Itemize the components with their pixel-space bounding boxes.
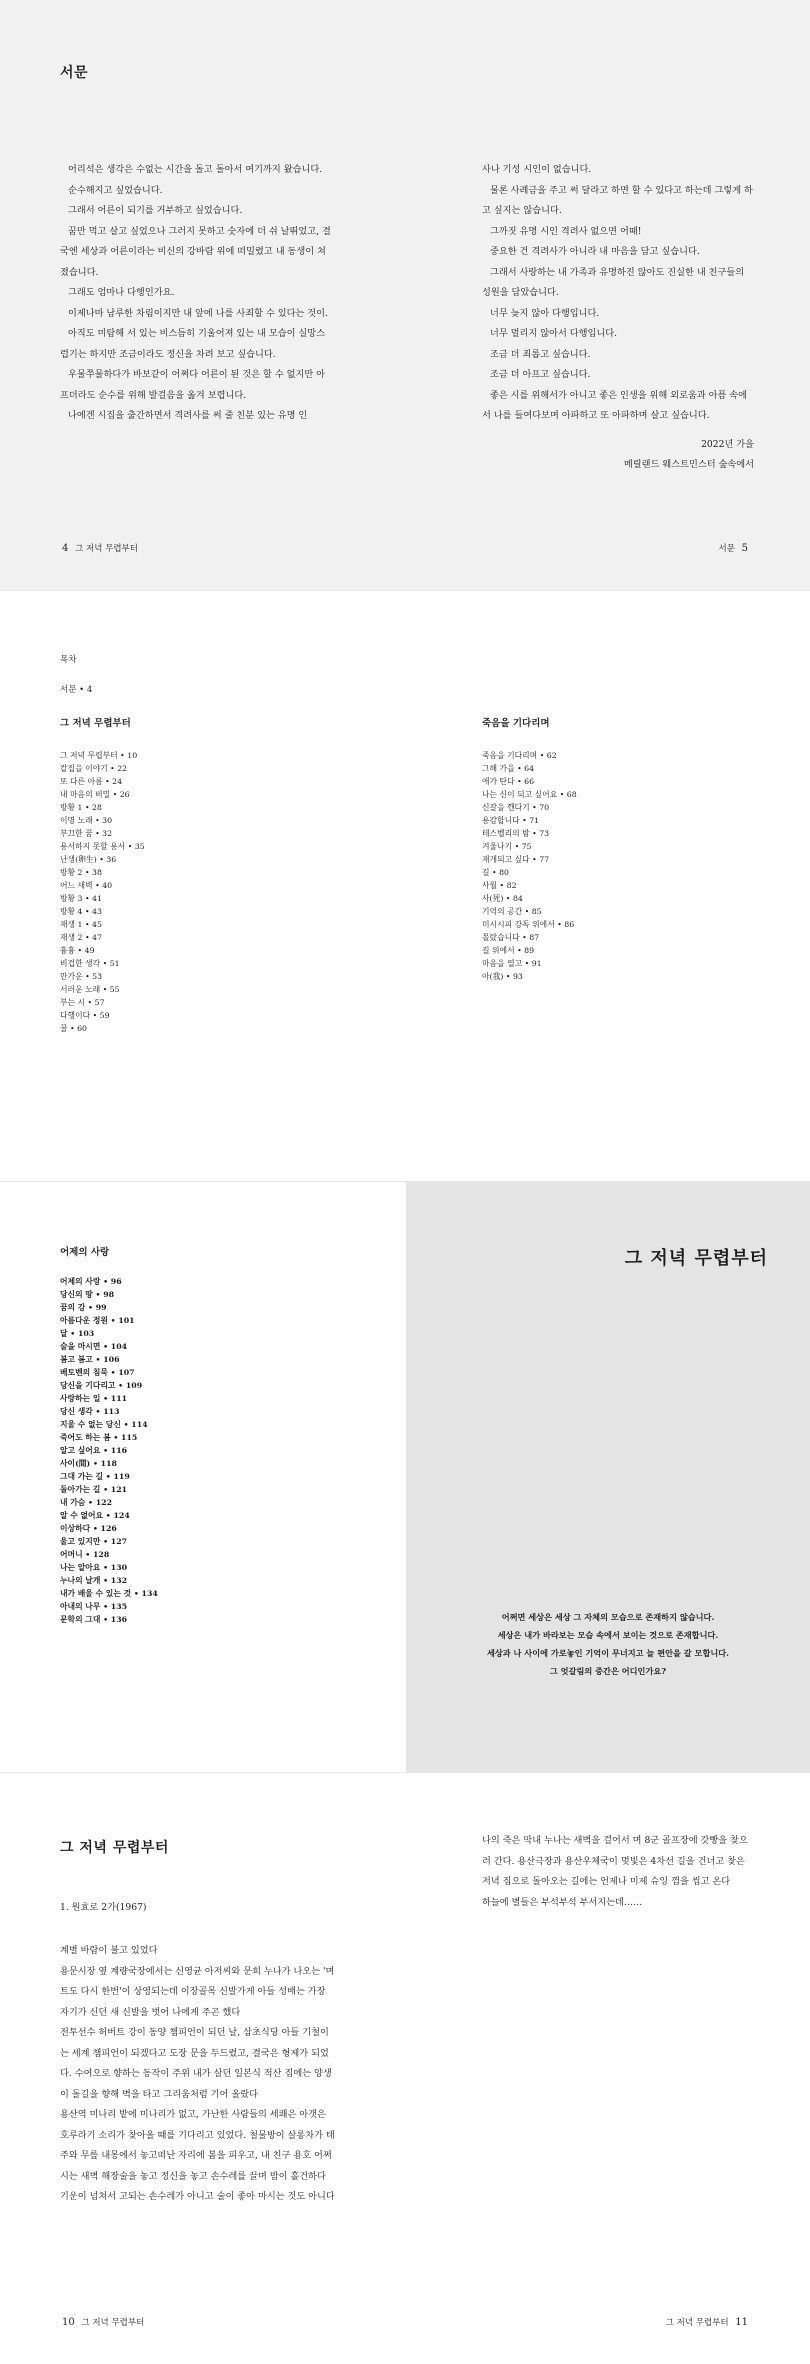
poem-subtitle: 1. 원효로 2가(1967) <box>60 1902 147 1913</box>
toc-entry[interactable]: 울고 있지만 • 127 <box>60 1537 128 1546</box>
page-number: 4 <box>62 543 69 554</box>
toc-entry[interactable]: 아름다운 정원 • 101 <box>60 1316 135 1325</box>
preface-paragraph: 중요한 건 격려사가 아니라 내 마음을 담고 싶습니다. <box>490 246 700 257</box>
toc-entry[interactable]: 또 다른 아름 • 24 <box>60 777 123 786</box>
toc-entry[interactable]: 용감합니다 • 71 <box>482 816 540 825</box>
preface-left-folio <box>58 542 138 554</box>
preface-paragraph: 그래도 엄마나 다행인가요. <box>68 287 175 298</box>
preface-place: 메릴랜드 웨스트민스터 숲속에서 <box>623 459 754 470</box>
toc-entry[interactable]: 당신을 기다리고 • 109 <box>60 1381 143 1390</box>
toc-entry[interactable]: 용서하지 못할 용서 • 35 <box>60 842 145 851</box>
toc-entry[interactable]: 사(死) • 84 <box>482 894 523 903</box>
page-number: 10 <box>62 2317 75 2328</box>
preface-right-column <box>482 160 754 476</box>
toc-entry[interactable]: 사랑하는 일 • 111 <box>60 1394 128 1403</box>
toc-entry[interactable]: 길 • 80 <box>482 868 510 877</box>
preface-spread <box>0 0 810 590</box>
toc-entry[interactable]: 어머니 • 128 <box>60 1550 110 1559</box>
toc-section-title: 그 저녁 무렵부터 <box>60 718 131 729</box>
page-number: 5 <box>741 543 748 554</box>
poem-line: 계별 바람이 불고 있었다 <box>60 1945 158 1956</box>
toc-section-title: 어제의 사랑 <box>60 1247 110 1258</box>
preface-date: 2022년 가을 <box>701 438 754 450</box>
toc-entry[interactable]: 누나의 날개 • 132 <box>60 1576 128 1585</box>
toc-entry[interactable]: 문학의 그대 • 136 <box>60 1615 128 1624</box>
toc-entry[interactable]: 신갈을 깬다기 • 70 <box>482 803 550 812</box>
preface-paragraph: 어리석은 생각은 수없는 시간을 돌고 돌아서 여기까지 왔습니다. <box>68 164 323 175</box>
toc-entry[interactable]: 내 가슴 • 122 <box>60 1498 112 1507</box>
poem-spread <box>0 1773 810 2364</box>
toc-section-list <box>60 1275 158 1626</box>
preface-right-folio <box>718 542 752 554</box>
toc-entry[interactable]: 사월 • 82 <box>482 881 517 890</box>
toc-entry[interactable]: 당신의 땅 • 98 <box>60 1290 115 1299</box>
poem-right-column <box>482 1831 754 1913</box>
part-title: 그 저녁 무렵부터 <box>624 1248 768 1269</box>
poem-line: 전투선수 허버트 강이 동양 챔피언이 되던 날, 삼초식당 아들 기철이는 세계 챔피언이 되겠다고 도장 문을 두드렸고, 결국은 형제가 되었다. 수여으로 향하는 동작이 주위 내가 살던 일본식 적산 집에는 양생이 돌길을 향해 벽을 타고 그리움처럼 기어 올랐다 <box>60 2027 332 2100</box>
toc-preface-entry: 서문 • 4 <box>60 685 93 695</box>
toc-entry[interactable]: 애가 탄다 • 66 <box>482 777 535 786</box>
toc-entry[interactable]: 이명 노래 • 30 <box>60 816 113 825</box>
toc-entry[interactable]: 마음을 열고 • 91 <box>482 959 542 968</box>
toc-entry[interactable]: 내가 배울 수 있는 것 • 134 <box>60 1589 158 1598</box>
toc-entry[interactable]: 칼집을 이야기 • 22 <box>60 764 128 773</box>
toc-section-list <box>482 749 577 983</box>
preface-paragraph: 물론 사례금을 주고 써 달라고 하면 할 수 있다고 하는데 그렇게 하고 싶지는 않습니다. <box>482 184 753 216</box>
toc-entry[interactable]: 흉흉 • 49 <box>60 946 95 955</box>
toc-entry[interactable]: 지울 수 없는 당신 • 114 <box>60 1420 148 1429</box>
toc-entry[interactable]: 봄고 봄고 • 106 <box>60 1355 120 1364</box>
part-epigraph <box>406 1608 810 1680</box>
poem-line: 기운이 넘쳐서 고되는 손수레가 아니고 술이 좋아 마시는 것도 아니다 <box>60 2191 335 2202</box>
preface-paragraph: 좋은 시를 위해서가 아니고 좋은 인생을 위해 외로움과 아픔 속에서 나를 들여다보며 아파하고 또 아파하며 살고 싶습니다. <box>482 389 748 421</box>
toc-section-list <box>60 749 145 1035</box>
toc-entry[interactable]: 방황 4 • 43 <box>60 907 102 916</box>
epigraph-line: 그 엇갈림의 중간은 어디인가요? <box>549 1666 667 1676</box>
toc-entry[interactable]: 재생 2 • 47 <box>60 933 102 942</box>
epigraph-line: 세상과 나 사이에 가로놓인 기억이 무너지고 늘 편안을 갈 모합니다. <box>486 1648 730 1658</box>
toc-entry[interactable]: 당신 생각 • 113 <box>60 1407 120 1416</box>
page-number: 11 <box>735 2317 748 2328</box>
preface-paragraph: 사나 기성 시인이 없습니다. <box>482 164 592 175</box>
poem-line: 용산역 미나리 밭에 미나리가 없고, 가난한 사람들의 세쾌은 아갯은 호루라기 소리가 찾아올 때를 기다리고 있었다. 철물방이 살롱차가 태주와 무릎 내몽에서 놓고떠난 자리에 봄을 피우고, 내 친구 용호 어쩌시는 새벽 해장술을 놓고 정신을 놓고 손수레를 끌며 밤이 홀건하다 <box>60 2109 335 2182</box>
preface-paragraph: 순수해지고 싶었습니다. <box>68 184 163 196</box>
preface-paragraph: 꿈만 먹고 살고 싶었으나 그러지 못하고 숫자에 더 쉬 날뛰었고, 결국엔 세상과 어른이라는 비신의 강바람 위에 떠밀렸고 내 동생이 쳐졌습니다. <box>60 225 331 278</box>
toc-entry[interactable]: 서러운 노래 • 55 <box>60 985 120 994</box>
preface-heading: 서문 <box>60 65 89 81</box>
preface-left-column <box>60 160 332 427</box>
toc-entry[interactable]: 꿀 • 60 <box>60 1024 88 1033</box>
toc-entry[interactable]: 알 수 없어요 • 124 <box>60 1511 130 1520</box>
poem-left-folio <box>58 2316 144 2328</box>
toc-entry[interactable]: 만가운 • 53 <box>60 972 103 981</box>
toc-entry[interactable]: 몰랐습니다 • 87 <box>482 933 540 942</box>
toc-entry[interactable]: 테스벨리의 밤 • 73 <box>482 829 550 838</box>
poem-right-folio <box>666 2316 752 2328</box>
toc-entry[interactable]: 길 위에서 • 89 <box>482 946 535 955</box>
running-header: 그 저녁 무렵부터 <box>665 2318 729 2328</box>
toc-entry[interactable]: 난생(卵生) • 36 <box>60 855 117 864</box>
toc-entry[interactable]: 방황 3 • 41 <box>60 894 102 903</box>
toc-entry[interactable]: 돌아가는 길 • 121 <box>60 1485 128 1494</box>
toc-entry[interactable]: 베토벤의 침묵 • 107 <box>60 1368 135 1377</box>
toc-entry[interactable]: 이상하다 • 126 <box>60 1524 117 1533</box>
toc-entry[interactable]: 알고 싶어요 • 116 <box>60 1446 128 1455</box>
toc-entry[interactable]: 겨울나기 • 75 <box>482 842 532 851</box>
toc-entry[interactable]: 비겁한 생각 • 51 <box>60 959 120 968</box>
epigraph-line: 세상은 내가 바라보는 모습 속에서 보이는 것으로 존재합니다. <box>497 1630 719 1640</box>
toc-entry[interactable]: 그 저녁 무렵부터 • 10 <box>60 751 138 760</box>
poem-line: 용문시장 옆 계량국장에서는 신영균 아저씨와 문희 누나가 나오는 '며트도 다시 한번'이 상영되는데 이장골목 신발가게 아들 성배는 가장 자기가 신던 새 신발을 벗어 나에게 주곤 했다 <box>60 1965 335 2018</box>
preface-paragraph: 조금 더 아프고 싶습니다. <box>490 369 591 380</box>
toc-entry[interactable]: 부끄한 꿈 • 32 <box>60 829 113 838</box>
toc-entry[interactable]: 방황 1 • 28 <box>60 803 102 812</box>
preface-paragraph: 조금 더 죄롭고 싶습니다. <box>490 348 591 360</box>
toc-part-spread <box>0 1182 810 1772</box>
toc-entry[interactable]: 미시시피 강독 위에서 • 86 <box>482 920 575 929</box>
toc-entry[interactable]: 기억의 공간 • 85 <box>482 907 542 916</box>
preface-right-paragraphs <box>482 160 754 427</box>
running-header: 그 저녁 무렵부터 <box>75 544 138 554</box>
poem-line: 나의 죽은 막내 누나는 새벽을 걸어서 며 8군 골프장에 갓빵을 찾으러 간다. 용산극장과 용산우체국이 멎빛은 4차선 길을 건너고 찾은 저녁 집으로 돌아오는 길에는 언제나 미제 슈잉 껌을 씹고 온다 <box>482 1835 748 1887</box>
toc-entry[interactable]: 사이(間) • 118 <box>60 1459 117 1468</box>
preface-paragraph: 이제나마 남루한 차림이지만 내 앞에 나를 사죄할 수 있다는 것이. <box>68 307 328 319</box>
toc-entry[interactable]: 그해 가을 • 64 <box>482 764 535 773</box>
toc-entry[interactable]: 아내의 나무 • 135 <box>60 1602 128 1611</box>
preface-paragraph: 나에겐 시집을 출간하면서 격려사를 써 줄 친분 있는 유명 인 <box>68 410 308 421</box>
toc-entry[interactable]: 죽어도 하는 봄 • 115 <box>60 1433 138 1442</box>
toc-entry[interactable]: 방황 2 • 38 <box>60 868 102 877</box>
toc-entry[interactable]: 나는 알아요 • 130 <box>60 1563 128 1572</box>
part-title-page <box>406 1182 810 1772</box>
toc-entry[interactable]: 어느 새벽 • 40 <box>60 881 113 890</box>
preface-paragraph: 그래서 사랑하는 내 가족과 유명하진 않아도 진실한 내 친구들의 성원을 담았습니다. <box>482 266 745 298</box>
epigraph-line: 어쩌면 세상은 세상 그 자체의 모습으로 존재하지 않습니다. <box>501 1612 715 1622</box>
poem-title: 그 저녁 무렵부터 <box>60 1840 169 1856</box>
toc-entry[interactable]: 내 마음의 비밀 • 26 <box>60 790 130 799</box>
preface-paragraph: 그까짓 유명 시인 격려사 없으면 어때! <box>490 225 642 237</box>
toc-entry[interactable]: 부는 시 • 57 <box>60 998 105 1007</box>
toc-spread <box>0 591 810 1181</box>
preface-paragraph: 너무 늦지 않아 다행입니다. <box>490 307 600 319</box>
preface-paragraph: 우물쭈물하다가 바보같이 어쩌다 어른이 된 것은 할 수 없지만 아프더라도 순수를 위해 발걸음을 옮겨 보렵니다. <box>60 369 326 401</box>
toc-entry[interactable]: 술을 마시면 • 104 <box>60 1342 128 1351</box>
toc-entry[interactable]: 아(我) • 93 <box>482 972 523 981</box>
toc-entry[interactable]: 그대 가는 길 • 119 <box>60 1472 130 1481</box>
running-header: 그 저녁 무렵부터 <box>81 2318 145 2328</box>
toc-section-title: 죽음을 기다리며 <box>482 718 550 729</box>
toc-label: 목차 <box>60 655 77 665</box>
preface-paragraph: 너무 멀리지 않아서 다행입니다. <box>490 328 618 339</box>
preface-paragraph: 그래서 어른이 되기를 거부하고 싶었습니다. <box>68 205 243 216</box>
toc-entry[interactable]: 나는 신이 되고 싶어요 • 68 <box>482 790 577 799</box>
preface-paragraph: 아직도 미탐해 서 있는 비스듬히 기울어져 있는 내 모습이 실망스럽기는 하지만 조금이라도 정신을 차려 보고 싶습니다. <box>60 328 326 360</box>
toc-entry[interactable]: 달 • 103 <box>60 1329 95 1338</box>
toc-entry[interactable]: 어제의 사랑 • 96 <box>60 1277 122 1286</box>
toc-entry[interactable]: 죽음을 기다리며 • 62 <box>482 751 557 760</box>
toc-entry[interactable]: 재개되고 싶다 • 77 <box>482 855 550 864</box>
poem-line: 하늘에 별들은 부석부석 부서지는데…… <box>482 1896 643 1908</box>
toc-entry[interactable]: 다행이다 • 59 <box>60 1011 110 1020</box>
toc-entry[interactable]: 꿈의 강 • 99 <box>60 1303 107 1312</box>
poem-left-column <box>60 1941 336 2208</box>
running-header: 서문 <box>718 544 735 554</box>
toc-entry[interactable]: 재생 1 • 45 <box>60 920 102 929</box>
